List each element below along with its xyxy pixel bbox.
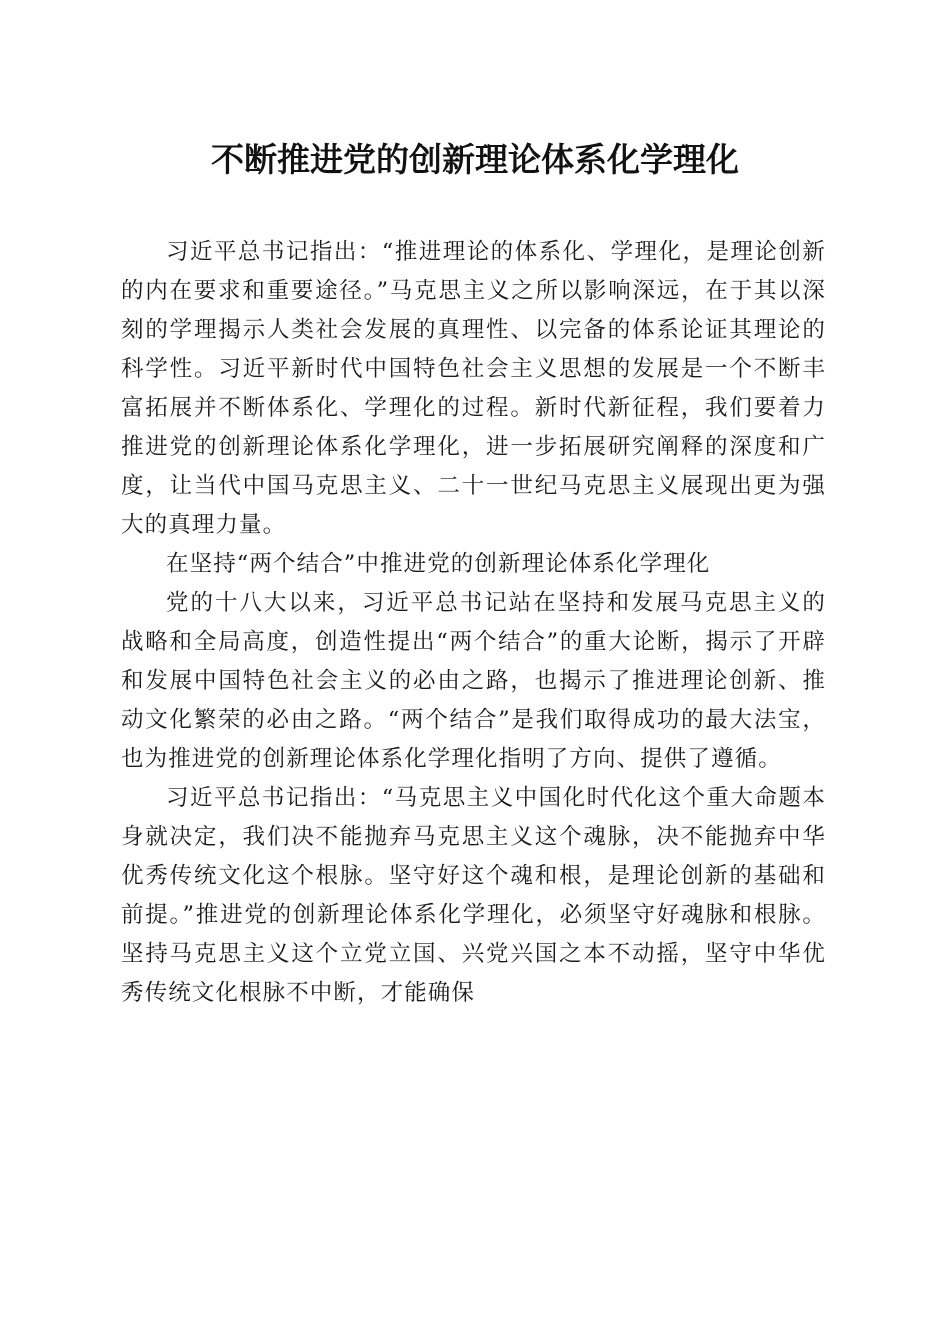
paragraph-intro: 习近平总书记指出：“推进理论的体系化、学理化，是理论创新的内在要求和重要途径。”马克思主义之所以影响深远，在于其以深刻的学理揭示人类社会发展的真理性、以完备的体系论证其理论的科学性。习近平新时代中国特色社会主义思想的发展是一个不断丰富拓展并不断体系化、学理化的过程。新时代新征程，我们要着力推进党的创新理论体系化学理化，进一步拓展研究阐释的深度和广度，让当代中国马克思主义、二十一世纪马克思主义展现出更为强大的真理力量。 xyxy=(121,239,826,538)
paragraph-two-combinations: 党的十八大以来，习近平总书记站在坚持和发展马克思主义的战略和全局高度，创造性提出“两个结合”的重大论断，揭示了开辟和发展中国特色社会主义的必由之路，也揭示了推进理论创新、推动文化繁荣的必由之路。“两个结合”是我们取得成功的最大法宝，也为推进党的创新理论体系化学理化指明了方向、提供了遵循。 xyxy=(121,590,826,772)
document-body xyxy=(121,233,826,1013)
document-title: 不断推进党的创新理论体系化学理化 xyxy=(211,140,739,179)
section-heading: 在坚持“两个结合”中推进党的创新理论体系化学理化 xyxy=(166,551,711,577)
paragraph-soul-and-root: 习近平总书记指出：“马克思主义中国化时代化这个重大命题本身就决定，我们决不能抛弃马克思主义这个魂脉，决不能抛弃中华优秀传统文化这个根脉。坚守好这个魂和根，是理论创新的基础和前提。”推进党的创新理论体系化学理化，必须坚守好魂脉和根脉。坚持马克思主义这个立党立国、兴党兴国之本不动摇，坚守中华优秀传统文化根脉不中断，才能确保 xyxy=(121,785,826,1006)
